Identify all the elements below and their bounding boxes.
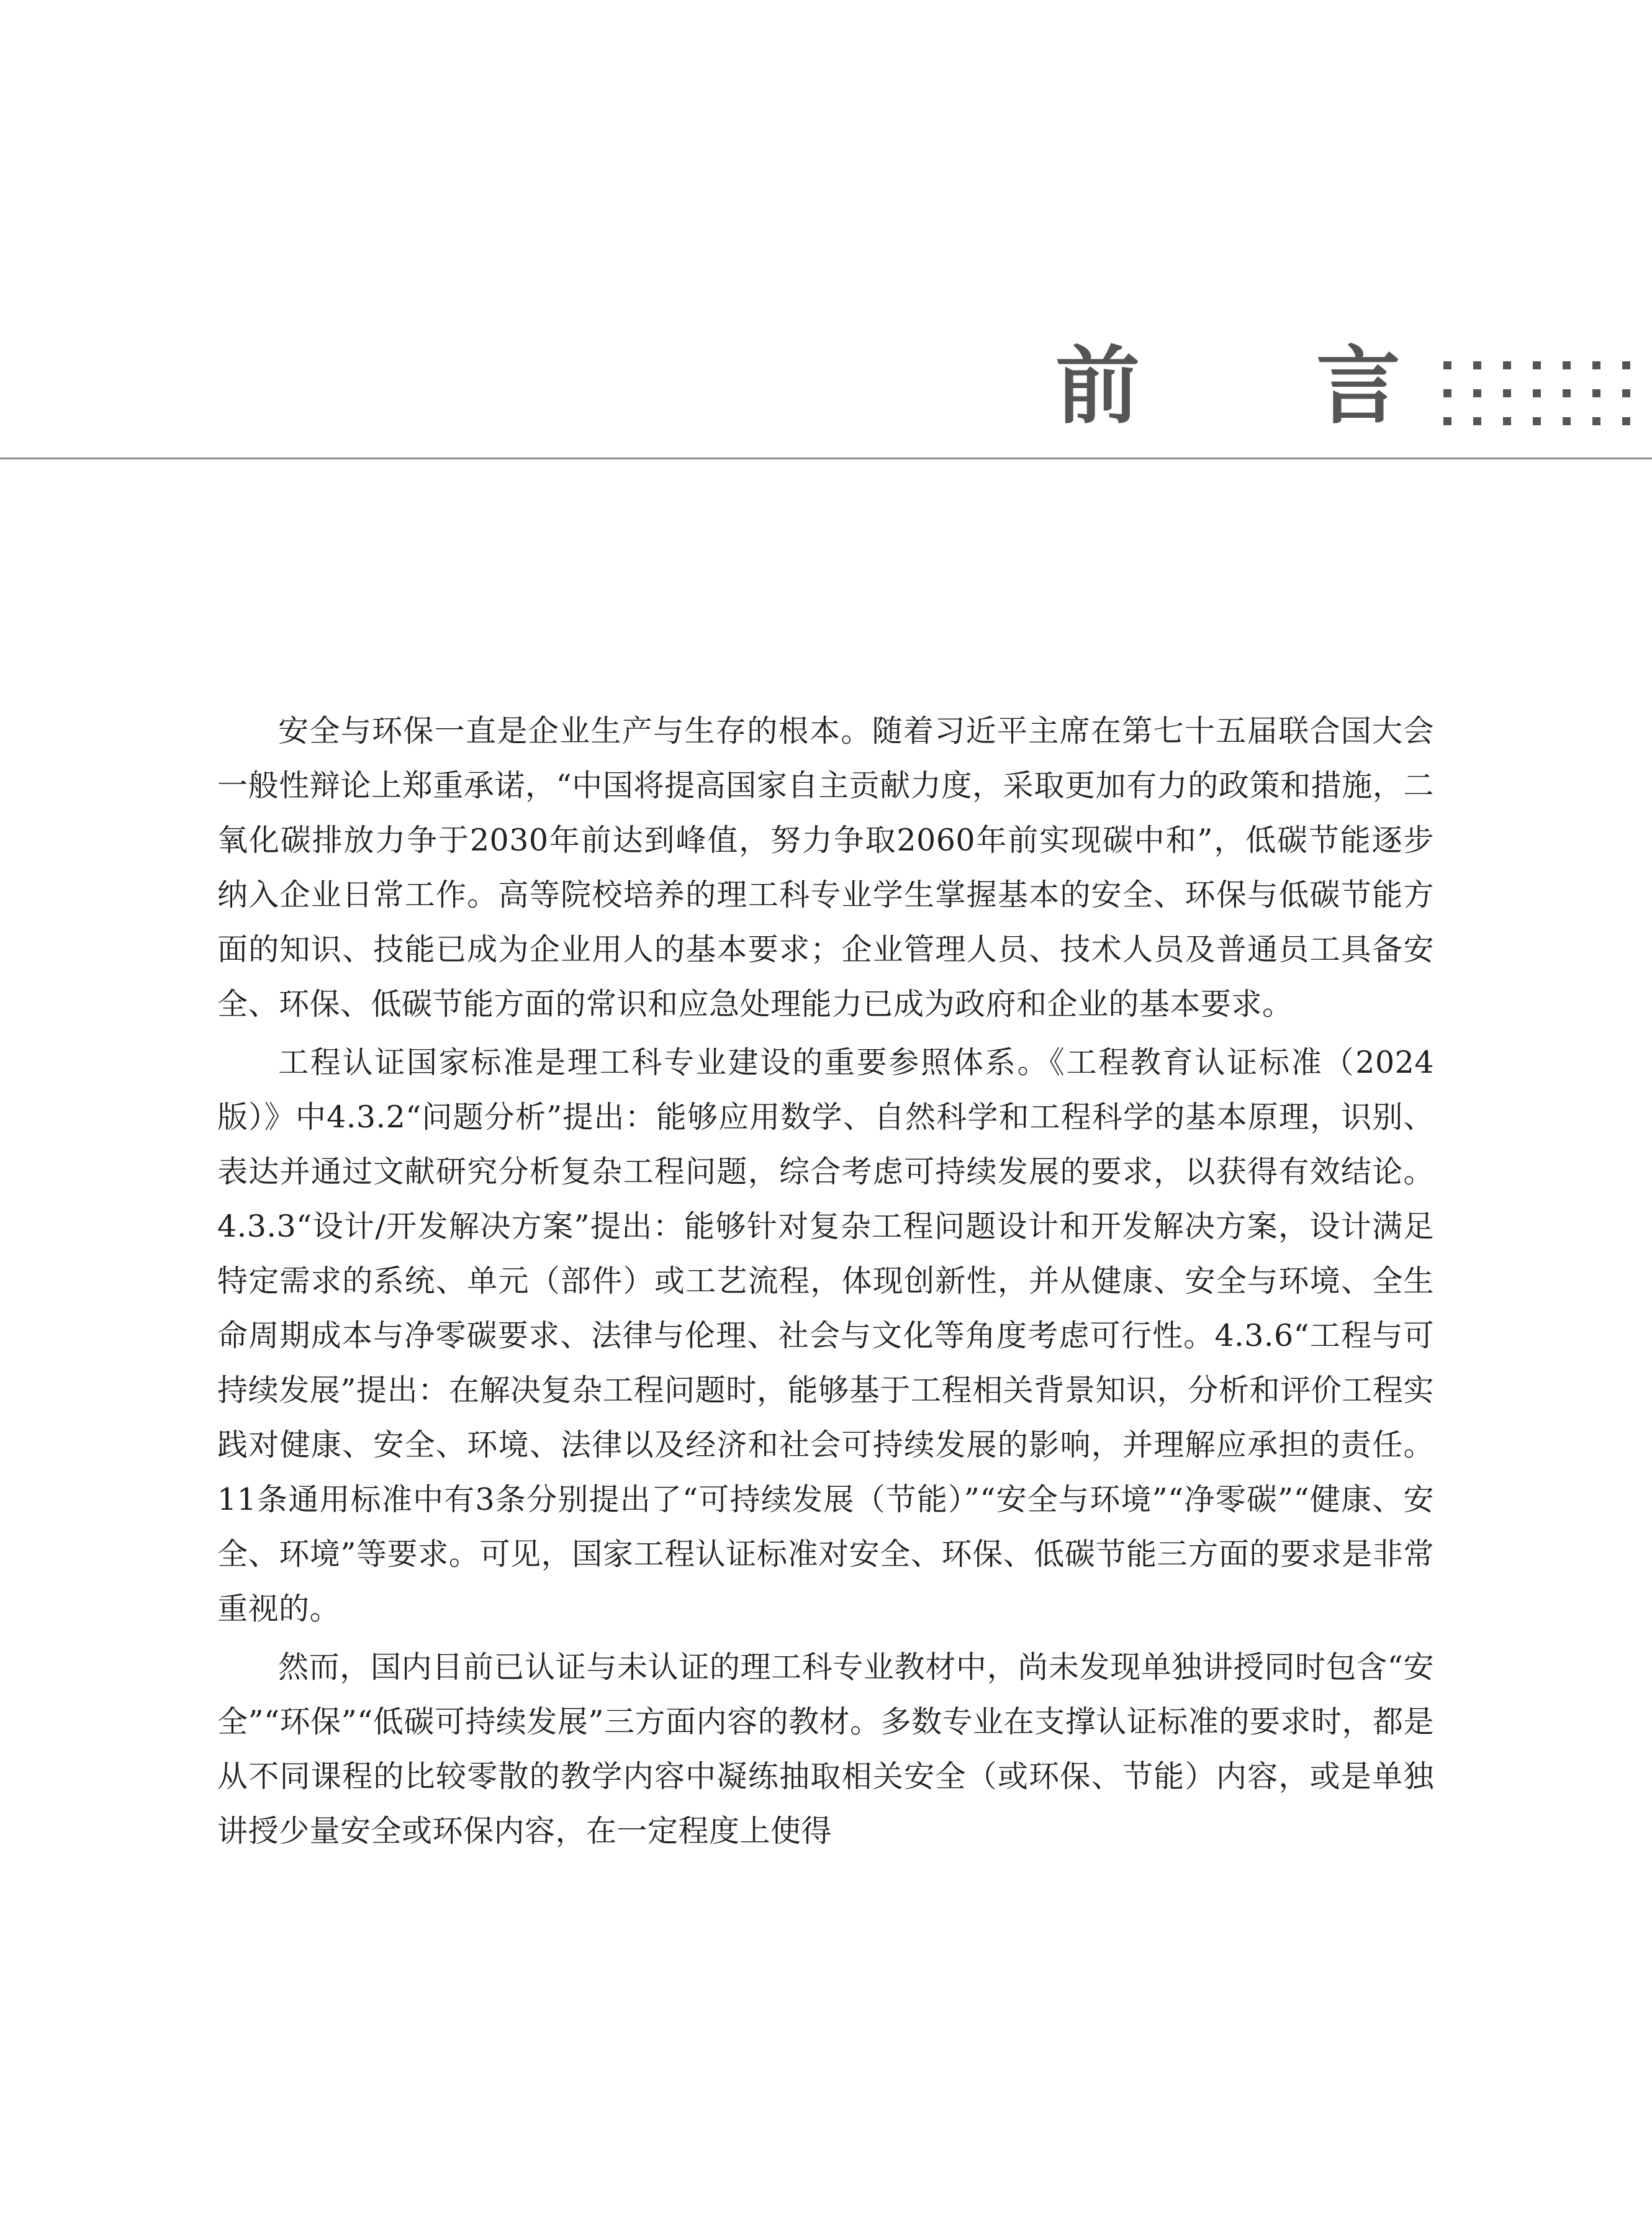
header-divider (0, 458, 1652, 459)
decorative-dot (1563, 417, 1571, 425)
decorative-dot (1563, 389, 1571, 397)
decorative-dot (1563, 361, 1571, 369)
page-title-char-2: 言 (1316, 338, 1401, 436)
decorative-dot (1533, 417, 1541, 425)
decorative-dot (1473, 389, 1481, 397)
decorative-dot (1443, 389, 1451, 397)
page-title (1055, 338, 1409, 436)
decorative-dot (1622, 361, 1630, 369)
decorative-dot (1533, 361, 1541, 369)
decorative-dot (1443, 417, 1451, 425)
decorative-dot (1473, 361, 1481, 369)
decorative-dot (1592, 389, 1600, 397)
page-title-char-1: 前 (1055, 338, 1140, 436)
decorative-dot (1622, 417, 1630, 425)
body-text (217, 704, 1434, 1862)
decorative-dot (1592, 361, 1600, 369)
decorative-dot (1592, 417, 1600, 425)
decorative-dot (1473, 417, 1481, 425)
decorative-dot (1533, 389, 1541, 397)
decorative-dot (1503, 417, 1511, 425)
paragraph-3: 然而，国内目前已认证与未认证的理工科专业教材中，尚未发现单独讲授同时包含“安全”“环保”“低碳可持续发展”三方面内容的教材。多数专业在支撑认证标准的要求时，都是从不同课程的比较零散的教学内容中凝练抽取相关安全（或环保、节能）内容，或是单独讲授少量安全或环保内容，在一定程度上使得 (217, 1649, 1434, 1849)
decorative-dot-grid (1443, 361, 1642, 431)
paragraph-2: 工程认证国家标准是理工科专业建设的重要参照体系。《工程教育认证标准（2024版）》中4.3.2“问题分析”提出：能够应用数学、自然科学和工程科学的基本原理，识别、表达并通过文献研究分析复杂工程问题，综合考虑可持续发展的要求，以获得有效结论。4.3.3“设计/开发解决方案”提出：能够针对复杂工程问题设计和开发解决方案，设计满足特定需求的系统、单元（部件）或工艺流程，体现创新性，并从健康、安全与环境、全生命周期成本与净零碳要求、法律与伦理、社会与文化等角度考虑可行性。4.3.6“工程与可持续发展”提出：在解决复杂工程问题时，能够基于工程相关背景知识，分析和评价工程实践对健康、安全、环境、法律以及经济和社会可持续发展的影响，并理解应承担的责任。11条通用标准中有3条分别提出了“可持续发展（节能）”“安全与环境”“净零碳”“健康、安全、环境”等要求。可见，国家工程认证标准对安全、环保、低碳节能三方面的要求是非常重视的。 (217, 1045, 1434, 1626)
decorative-dot (1503, 389, 1511, 397)
decorative-dot (1622, 389, 1630, 397)
decorative-dot (1503, 361, 1511, 369)
paragraph-1: 安全与环保一直是企业生产与生存的根本。随着习近平主席在第七十五届联合国大会一般性辩论上郑重承诺，“中国将提高国家自主贡献力度，采取更加有力的政策和措施，二氧化碳排放力争于2030年前达到峰值，努力争取2060年前实现碳中和”，低碳节能逐步纳入企业日常工作。高等院校培养的理工科专业学生掌握基本的安全、环保与低碳节能方面的知识、技能已成为企业用人的基本要求；企业管理人员、技术人员及普通员工具备安全、环保、低碳节能方面的常识和应急处理能力已成为政府和企业的基本要求。 (217, 713, 1434, 1022)
decorative-dot (1443, 361, 1451, 369)
